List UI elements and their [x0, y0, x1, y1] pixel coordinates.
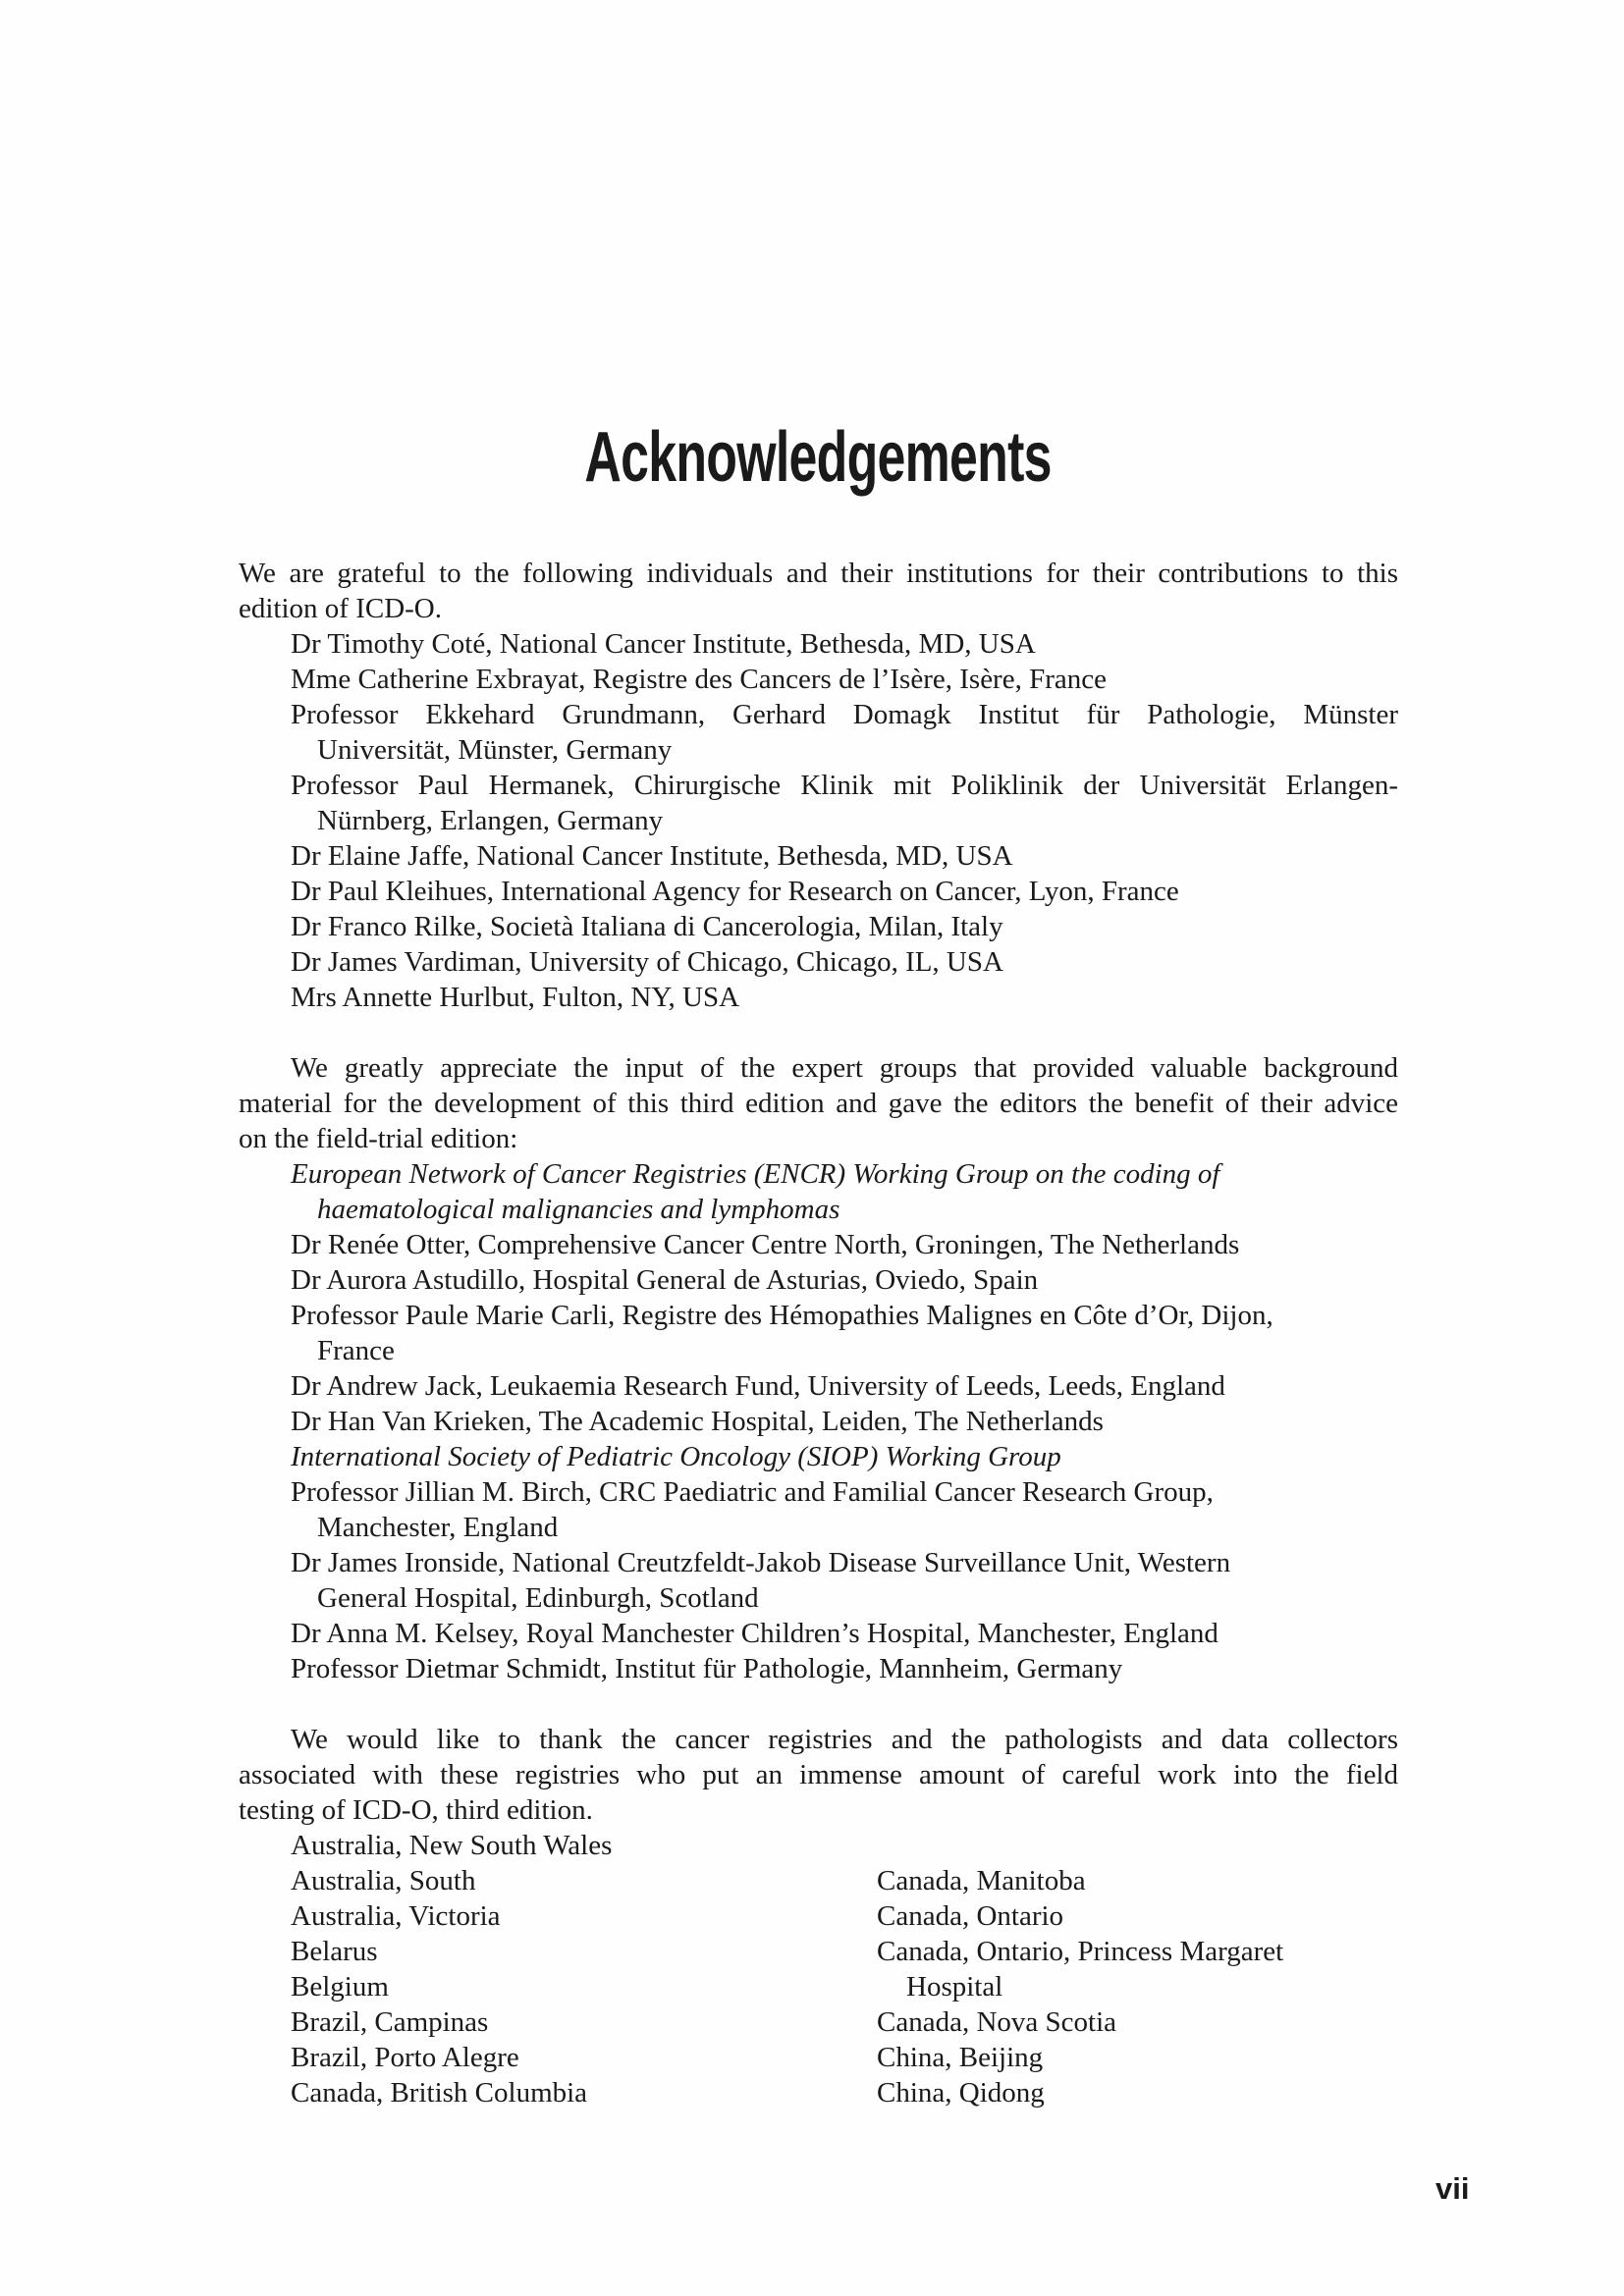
text-line: material for the development of this third edition and gave the editors the benefit of their advice	[239, 1088, 1398, 1119]
text-line: Dr Paul Kleihues, International Agency for Research on Cancer, Lyon, France	[291, 876, 1179, 907]
text-line: Canada, British Columbia	[291, 2077, 588, 2109]
text-line: haematological malignancies and lymphomas	[317, 1194, 840, 1225]
text-line: Universität, Münster, Germany	[317, 734, 673, 766]
text-line: Australia, Victoria	[291, 1900, 501, 1932]
text-line: China, Qidong	[877, 2077, 1045, 2109]
text-line: Nürnberg, Erlangen, Germany	[317, 805, 664, 836]
text-line: Canada, Nova Scotia	[877, 2006, 1117, 2038]
text-line: Dr Aurora Astudillo, Hospital General de Asturias, Oviedo, Spain	[291, 1264, 1039, 1296]
text-line: Dr James Vardiman, University of Chicago, Chicago, IL, USA	[291, 946, 1003, 978]
text-line: We would like to thank the cancer registries and the pathologists and data collectors	[291, 1724, 1398, 1755]
text-line: International Society of Pediatric Oncology (SIOP) Working Group	[291, 1441, 1061, 1472]
text-line: on the field-trial edition:	[239, 1123, 518, 1154]
text-line: Mme Catherine Exbrayat, Registre des Cancers de l’Isère, Isère, France	[291, 664, 1107, 695]
text-line: Mrs Annette Hurlbut, Fulton, NY, USA	[291, 982, 740, 1013]
text-line: Dr Anna M. Kelsey, Royal Manchester Children’s Hospital, Manchester, England	[291, 1618, 1218, 1649]
text-line: France	[317, 1335, 395, 1366]
text-line: Dr Renée Otter, Comprehensive Cancer Centre North, Groningen, The Netherlands	[291, 1229, 1240, 1260]
text-line: General Hospital, Edinburgh, Scotland	[317, 1582, 759, 1614]
text-line: associated with these registries who put an immense amount of careful work into the field	[239, 1759, 1398, 1790]
text-line: Canada, Manitoba	[877, 1865, 1086, 1896]
body-text	[239, 556, 1398, 2110]
text-line: Australia, South	[291, 1865, 476, 1896]
text-line: Canada, Ontario	[877, 1900, 1064, 1932]
text-line: testing of ICD-O, third edition.	[239, 1794, 593, 1826]
text-line: Dr Franco Rilke, Società Italiana di Cancerologia, Milan, Italy	[291, 911, 1003, 942]
text-line: Professor Paul Hermanek, Chirurgische Klinik mit Poliklinik der Universität Erlangen-	[291, 770, 1398, 801]
text-line: Australia, New South Wales	[291, 1830, 613, 1861]
text-line: Canada, Ontario, Princess Margaret	[877, 1936, 1284, 1967]
text-line: Dr James Ironside, National Creutzfeldt-Jakob Disease Surveillance Unit, Western	[291, 1547, 1231, 1578]
text-line: Professor Dietmar Schmidt, Institut für Pathologie, Mannheim, Germany	[291, 1653, 1123, 1684]
text-line: We are grateful to the following individuals and their institutions for their contributions to this	[239, 558, 1398, 589]
text-line: Dr Timothy Coté, National Cancer Institute, Bethesda, MD, USA	[291, 628, 1036, 660]
text-line: Professor Jillian M. Birch, CRC Paediatric and Familial Cancer Research Group,	[291, 1476, 1214, 1508]
text-line: Brazil, Campinas	[291, 2006, 489, 2038]
text-line: Professor Paule Marie Carli, Registre des Hémopathies Malignes en Côte d’Or, Dijon,	[291, 1300, 1273, 1331]
text-line: Dr Andrew Jack, Leukaemia Research Fund, University of Leeds, Leeds, England	[291, 1370, 1225, 1402]
text-line: Dr Han Van Krieken, The Academic Hospital, Leiden, The Netherlands	[291, 1406, 1104, 1437]
page-title-text: Acknowledgements	[584, 418, 1053, 498]
text-line: Belgium	[291, 1971, 389, 2002]
page-title	[239, 418, 1398, 498]
text-line: Manchester, England	[317, 1512, 559, 1543]
country-column-right	[877, 1863, 1283, 2110]
text-line: Professor Ekkehard Grundmann, Gerhard Domagk Institut für Pathologie, Münster	[291, 699, 1398, 730]
text-line: Hospital	[906, 1971, 1003, 2002]
text-line: edition of ICD-O.	[239, 593, 442, 624]
text-line: We greatly appreciate the input of the expert groups that provided valuable background	[291, 1052, 1398, 1084]
page-number: vii	[1435, 2171, 1470, 2206]
text-line: China, Beijing	[877, 2042, 1044, 2073]
registries-country-list	[239, 1828, 1398, 2110]
text-line: Belarus	[291, 1936, 378, 1967]
text-line: European Network of Cancer Registries (ENCR) Working Group on the coding of	[291, 1158, 1220, 1190]
text-line: Dr Elaine Jaffe, National Cancer Institute, Bethesda, MD, USA	[291, 840, 1013, 872]
text-line: Brazil, Porto Alegre	[291, 2042, 519, 2073]
